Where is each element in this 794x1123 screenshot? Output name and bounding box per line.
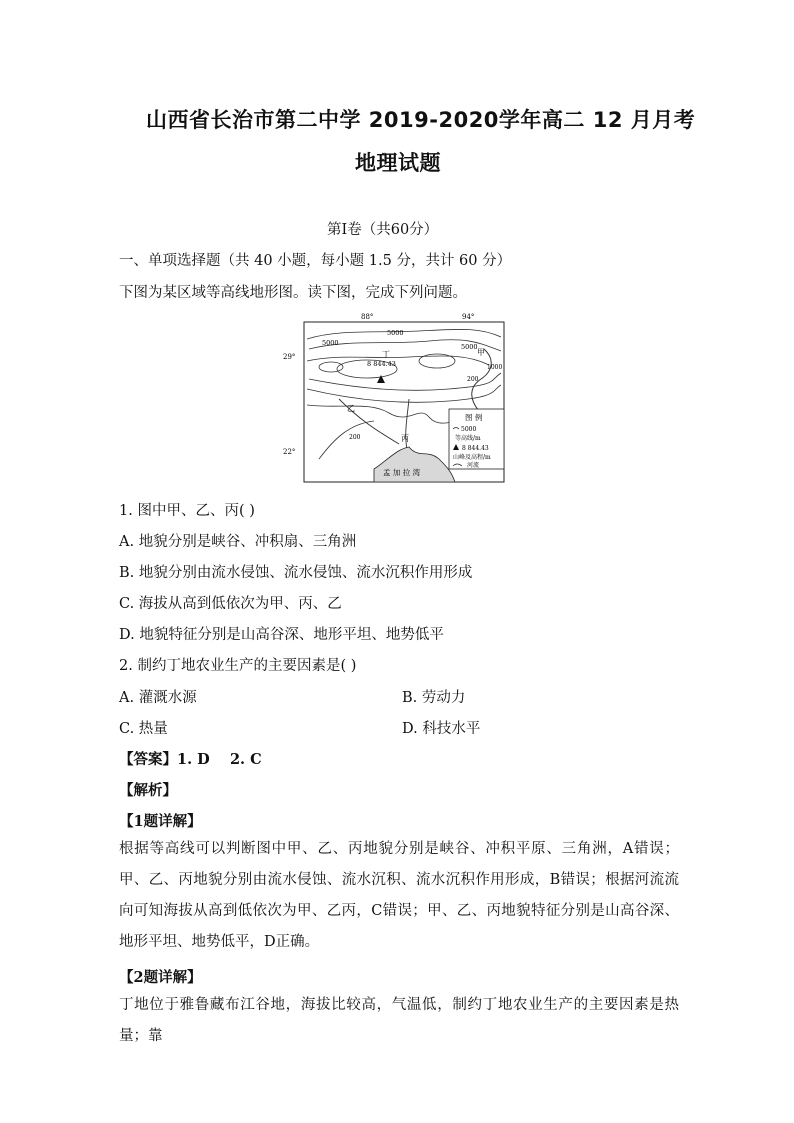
- q1-detail-label: 【1题详解】: [119, 813, 202, 830]
- contour-label: 200: [467, 376, 479, 383]
- contour-map: [279, 309, 509, 484]
- intro-text: 下图为某区域等高线地形图。读下图，完成下列问题。: [119, 285, 467, 301]
- q1-option-b: B. 地貌分别由流水侵蚀、流水侵蚀、流水沉积作用形成: [119, 565, 473, 581]
- lat-top-label: 29°: [283, 353, 296, 361]
- q2-stem: 2. 制约丁地农业生产的主要因素是( ): [119, 658, 357, 674]
- q1-stem: 1. 图中甲、乙、丙( ): [119, 503, 255, 519]
- q2-option-c: C. 热量: [119, 721, 168, 737]
- legend-contour-value: 5000: [461, 426, 477, 433]
- q1-option-d: D. 地貌特征分别是山高谷深、地形平坦、地势低平: [119, 627, 444, 643]
- label-yi: 乙: [347, 404, 355, 413]
- answer-line: 【答案】1. D 2. C: [119, 751, 262, 768]
- legend-contour-text: 等高线/m: [455, 435, 481, 442]
- label-ding: 丁: [382, 350, 390, 359]
- q2-option-d: D. 科技水平: [402, 721, 481, 737]
- lat-bottom-label: 22°: [283, 448, 296, 456]
- contour-label: 5000: [461, 343, 478, 351]
- q1-option-c: C. 海拔从高到低依次为甲、丙、乙: [119, 596, 342, 612]
- section-header: 第Ⅰ卷（共60分）: [327, 222, 439, 238]
- title-line-2: 地理试题: [355, 151, 441, 175]
- peak-label: 8 844.43: [367, 360, 396, 368]
- bay-label: 孟 加 拉 湾: [383, 468, 421, 477]
- label-bing: 丙: [401, 434, 409, 443]
- q2-option-b: B. 劳动力: [402, 690, 466, 706]
- legend-title: 图 例: [465, 413, 483, 422]
- q2-option-a: A. 灌溉水源: [119, 690, 197, 706]
- lon-left-label: 88°: [361, 313, 374, 321]
- legend-peak-value: 8 844.43: [462, 445, 489, 452]
- q2-detail-text: 丁地位于雅鲁藏布江谷地，海拔比较高，气温低，制约丁地农业生产的主要因素是热量；靠: [119, 997, 679, 1044]
- contour-label: 5000: [387, 329, 404, 337]
- q2-detail-label: 【2题详解】: [119, 969, 202, 986]
- legend-peak-text: 山峰及高程/m: [453, 454, 491, 461]
- q1-detail-text: 根据等高线可以判断图中甲、乙、丙地貌分别是峡谷、冲积平原、三角洲，A错误；甲、乙、丙地貌分别由流水侵蚀、流水沉积、流水沉积作用形成，B错误；根据河流流向可知海拔从高到低依次为甲、乙丙，C错误；甲、乙、丙地貌特征分别是山高谷深、地形平坦、地势低平，D正确。: [119, 841, 679, 950]
- part-one-heading: 一、单项选择题（共 40 小题，每小题 1.5 分，共计 60 分）: [119, 253, 512, 269]
- label-jia: 甲: [477, 348, 485, 357]
- lon-right-label: 94°: [462, 313, 475, 321]
- q1-option-a: A. 地貌分别是峡谷、冲积扇、三角洲: [119, 534, 357, 550]
- title-line-1: 山西省长治市第二中学 2019-2020学年高二 12 月月考: [146, 108, 696, 132]
- legend-river-text: 河流: [467, 462, 480, 469]
- contour-label: 200: [349, 434, 361, 441]
- analysis-label: 【解析】: [119, 782, 177, 799]
- contour-label: 1000: [487, 364, 503, 371]
- contour-label: 5000: [322, 339, 339, 347]
